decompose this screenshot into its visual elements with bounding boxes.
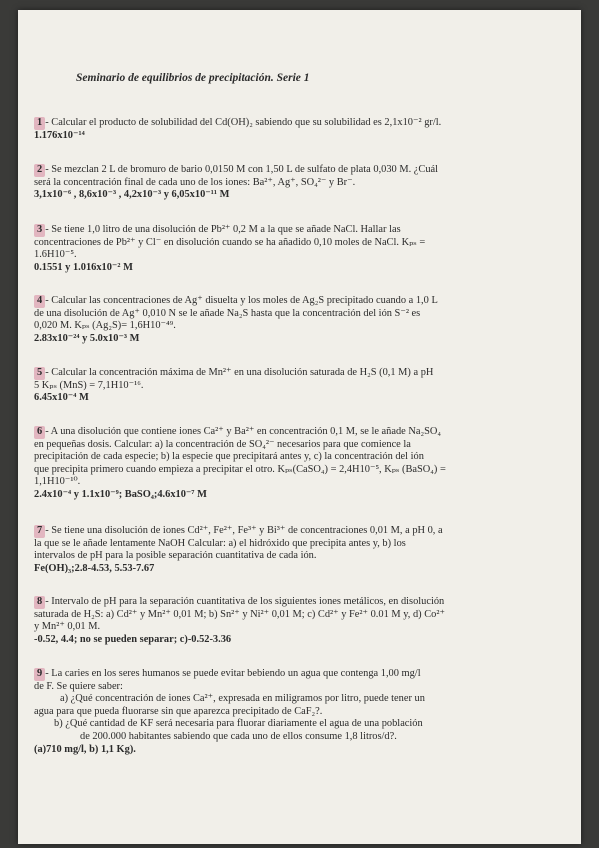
problem-answer: 6.45x10⁻⁴ M <box>34 392 89 404</box>
problem-4 <box>34 295 544 345</box>
problem-text: que precipita primero cuando empieza a precipitar el otro. Kₚₛ(CaSO₄) = 2,4H10⁻⁵, Kₚₛ (BaSO₄) = <box>34 463 446 475</box>
problem-answer: (a)710 mg/l, b) 1,1 Kg). <box>34 743 136 755</box>
problem-text: en pequeñas dosis. Calcular: a) la concentración de SO₄²⁻ necesarios para que comience la <box>34 438 411 450</box>
problem-text: de una disolución de Ag⁺ 0,010 N se le añade Na₂S hasta que la concentración del ión S⁻² es <box>34 307 421 319</box>
problem-text: la que se le añade lentamente NaOH Calcular: a) el hidróxido que precipita antes y, b) los <box>34 537 406 549</box>
problem-text: intervalos de pH para la posible separación cuantitativa de cada ión. <box>34 550 317 562</box>
problem-3 <box>34 224 544 274</box>
problem-text: 1.6H10⁻⁵. <box>34 249 77 261</box>
problem-text: - Calcular la concentración máxima de Mn²⁺ en una disolución saturada de H₂S (0,1 M) a pH <box>45 367 434 378</box>
problem-number: 5 <box>34 367 45 380</box>
problem-2 <box>34 164 544 202</box>
problem-text: - Se tiene 1,0 litro de una disolución de Pb²⁺ 0,2 M a la que se añade NaCl. Hallar las <box>45 224 401 235</box>
problem-text: - La caries en los seres humanos se puede evitar bebiendo un agua que contenga 1,00 mg/l <box>45 668 421 679</box>
subquestion-b: b) ¿Qué cantidad de KF será necesaria para fluorar diariamente el agua de una población <box>54 718 423 730</box>
problem-text: - Se tiene una disolución de iones Cd²⁺, Fe²⁺, Fe³⁺ y Bi³⁺ de concentraciones 0,01 M, a pH 0, a <box>45 525 443 536</box>
problem-5 <box>34 367 544 405</box>
problem-text: 1,1H10⁻¹⁰. <box>34 476 81 488</box>
problem-text: - Se mezclan 2 L de bromuro de bario 0,0150 M con 1,50 L de sulfato de plata 0,030 M. ¿Cuál <box>45 164 439 175</box>
subquestion-a-cont: agua para que pueda fluorarse sin que aparezca precipitado de CaF₂?. <box>34 705 323 717</box>
problem-text: 5 Kₚₛ (MnS) = 7,1H10⁻¹⁶. <box>34 379 144 391</box>
problem-text: y Mn²⁺ 0,01 M. <box>34 621 101 633</box>
problem-7 <box>34 525 544 575</box>
problem-text: - Intervalo de pH para la separación cuantitativa de los siguientes iones metálicos, en disolución <box>45 596 445 607</box>
subquestion-b-cont: de 200.000 habitantes sabiendo que cada uno de ellos consume 1,8 litros/d?. <box>80 730 397 742</box>
problem-number: 4 <box>34 295 45 308</box>
problem-6 <box>34 426 544 502</box>
problem-text: - Calcular el producto de solubilidad del Cd(OH)₂ sabiendo que su solubilidad es 2,1x10⁻² gr/l. <box>45 117 442 128</box>
problem-text: - Calcular las concentraciones de Ag⁺ disuelta y los moles de Ag₂S precipitado cuando a 1,0 L <box>45 295 438 306</box>
problem-answer: 1.176x10⁻¹⁴ <box>34 129 85 141</box>
problem-text: 0,020 M. Kₚₛ (Ag₂S)= 1,6H10⁻⁴⁹. <box>34 320 176 332</box>
problem-number: 6 <box>34 426 45 439</box>
problem-answer: Fe(OH)₃;2.8-4.53, 5.53-7.67 <box>34 562 155 574</box>
problem-number: 1 <box>34 117 45 130</box>
problem-number: 7 <box>34 525 45 538</box>
problem-text: será la concentración final de cada uno de los iones: Ba²⁺, Ag⁺, SO₄²⁻ y Br⁻. <box>34 176 356 188</box>
problem-number: 3 <box>34 224 45 237</box>
problem-text: saturada de H₂S: a) Cd²⁺ y Mn²⁺ 0,01 M; b) Sn²⁺ y Ni²⁺ 0,01 M; c) Cd²⁺ y Fe²⁺ 0.01 M y, d) Co²⁺ <box>34 608 445 620</box>
problem-answer: -0.52, 4.4; no se pueden separar; c)-0.52-3.36 <box>34 633 232 645</box>
problem-text: de F. Se quiere saber: <box>34 680 123 692</box>
problem-8 <box>34 596 544 646</box>
problem-number: 2 <box>34 164 45 177</box>
problem-text: precipitación de cada especie; b) la especie que precipitará antes y, c) la concentración del ión <box>34 451 424 463</box>
problem-text: - A una disolución que contiene iones Ca²⁺ y Ba²⁺ en concentración 0,1 M, se le añade Na₂SO₄ <box>45 426 442 437</box>
problem-number: 9 <box>34 668 45 681</box>
subquestion-a: a) ¿Qué concentración de iones Ca²⁺, expresada en miligramos por litro, puede tener un <box>60 693 425 705</box>
problem-answer: 2.83x10⁻²⁴ y 5.0x10⁻³ M <box>34 332 140 344</box>
problem-text: concentraciones de Pb²⁺ y Cl⁻ en disolución cuando se ha añadido 0,10 moles de NaCl. Kₚₛ = <box>34 236 426 248</box>
document-title: Seminario de equilibrios de precipitación. Serie 1 <box>76 72 310 84</box>
document-page <box>18 10 581 844</box>
problem-number: 8 <box>34 596 45 609</box>
problem-1 <box>34 117 544 142</box>
problem-answer: 3,1x10⁻⁶ , 8,6x10⁻³ , 4,2x10⁻³ y 6,05x10⁻¹¹ M <box>34 189 230 201</box>
problem-answer: 0.1551 y 1.016x10⁻² M <box>34 261 133 273</box>
problem-9 <box>34 668 544 756</box>
problem-answer: 2.4x10⁻⁴ y 1.1x10⁻⁹; BaSO₄;4.6x10⁻⁷ M <box>34 488 207 500</box>
